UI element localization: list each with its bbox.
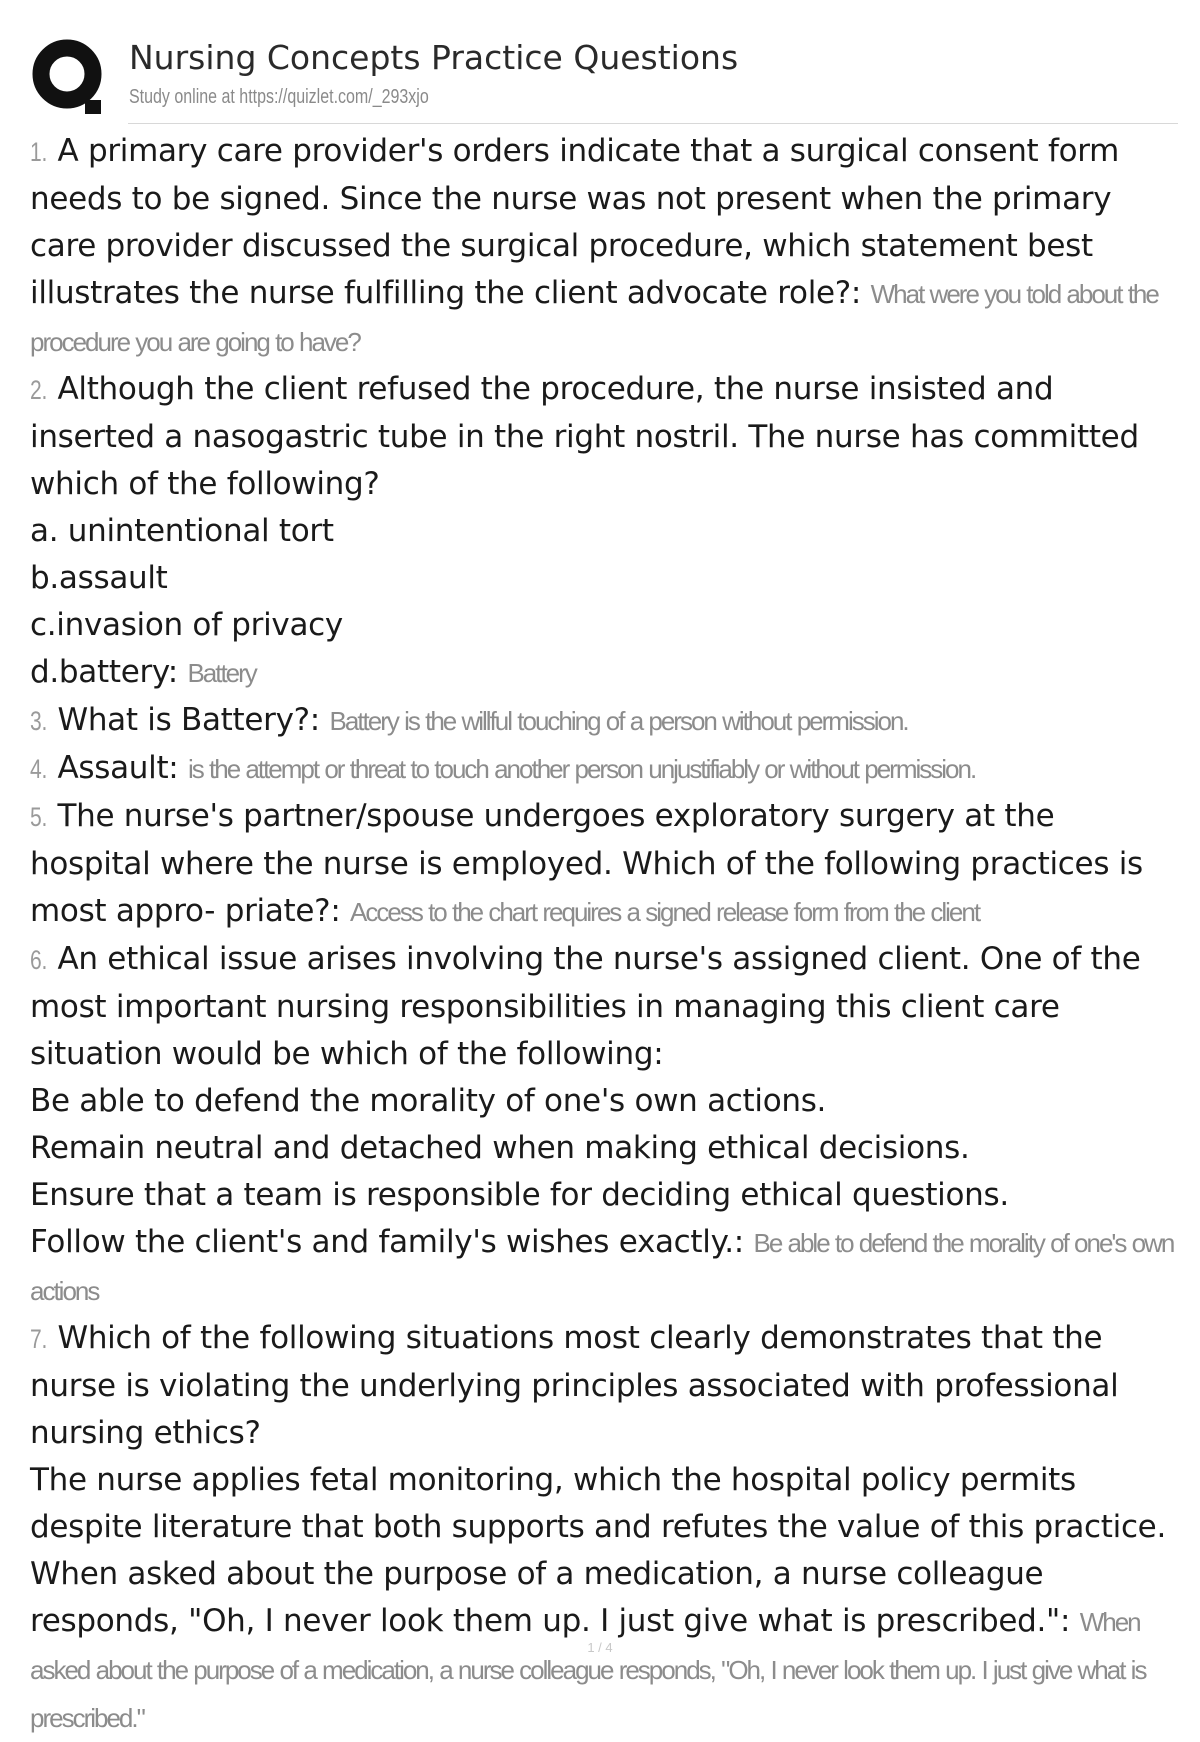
quizlet-q-logo-icon: [30, 36, 112, 118]
page-number: 1 / 4: [587, 1640, 613, 1655]
answer-option: The nurse applies fetal monitoring, which the hospital policy permits despite literature that both supports and refutes the value of this practice.: [30, 1462, 1167, 1545]
question-number: 2.: [30, 375, 48, 405]
question-answer: Access to the chart requires a signed release form from the client: [350, 897, 980, 927]
question-answer: Battery is the willful touching of a person without permission.: [329, 706, 908, 736]
answer-option: Ensure that a team is responsible for deciding ethical questions.: [30, 1177, 1009, 1213]
question-1: [30, 128, 1180, 366]
question-2: [30, 366, 1180, 697]
option-text: d.battery:: [30, 654, 178, 690]
question-number: 6.: [30, 945, 48, 975]
question-4: [30, 745, 1180, 793]
question-prompt: Assault:: [57, 750, 179, 786]
question-number: 4.: [30, 754, 48, 784]
answer-option: Be able to defend the morality of one's own actions.: [30, 1083, 827, 1119]
question-prompt: What is Battery?:: [57, 702, 320, 738]
answer-option: b.assault: [30, 560, 168, 596]
question-prompt-line: [30, 128, 1180, 366]
option-text: When asked about the purpose of a medication, a nurse colleague responds, "Oh, I never look them up. I just give what is prescribed.":: [30, 1556, 1071, 1639]
answer-option-last: [30, 649, 1180, 697]
question-prompt-line: [30, 366, 1180, 508]
question-answer: is the attempt or threat to touch another person unjustifiably or without permission.: [188, 754, 976, 784]
question-3: [30, 697, 1180, 745]
question-prompt-line: [30, 936, 1180, 1078]
study-online-link[interactable]: Study online at https://quizlet.com/_293xjo: [129, 86, 429, 108]
question-prompt-line: [30, 745, 1180, 793]
question-5: [30, 793, 1180, 936]
question-prompt: An ethical issue arises involving the nurse's assigned client. One of the most important nursing responsibilities in managing this client care situation would be which of the following:: [30, 941, 1141, 1072]
question-prompt-line: [30, 697, 1180, 745]
question-number: 5.: [30, 802, 48, 832]
question-answer: Be able to defend the morality of one's own actions: [30, 1228, 1174, 1306]
answer-option-last: [30, 1219, 1180, 1315]
question-7: [30, 1315, 1180, 1742]
header-divider: [128, 123, 1178, 124]
question-prompt: Although the client refused the procedure, the nurse insisted and inserted a nasogastric tube in the right nostril. The nurse has committed which of the following?: [30, 371, 1139, 502]
answer-option: Remain neutral and detached when making ethical decisions.: [30, 1130, 970, 1166]
question-number: 3.: [30, 706, 48, 736]
question-prompt: Which of the following situations most clearly demonstrates that the nurse is violating the underlying principles associated with professional nursing ethics?: [30, 1320, 1119, 1451]
question-6: [30, 936, 1180, 1315]
option-text: Follow the client's and family's wishes exactly.:: [30, 1224, 744, 1260]
question-number: 7.: [30, 1324, 48, 1354]
question-prompt-line: [30, 1315, 1180, 1457]
question-answer: What were you told about the procedure you are going to have?: [30, 279, 1158, 357]
question-answer: Battery: [187, 658, 256, 688]
document-header: [30, 34, 1180, 124]
question-prompt: A primary care provider's orders indicate that a surgical consent form needs to be signed. Since the nurse was not present when the primary care provider discussed the surgical procedure, which statement best illustrates the nurse fulfilling the client advocate role?:: [30, 133, 1120, 311]
question-number: 1.: [30, 137, 48, 167]
question-prompt-line: [30, 793, 1180, 936]
answer-option: a. unintentional tort: [30, 513, 334, 549]
document-title: Nursing Concepts Practice Questions: [129, 38, 739, 77]
questions-list: [30, 128, 1180, 1742]
question-answer: When asked about the purpose of a medication, a nurse colleague responds, "Oh, I never look them up. I just give what is prescribed.": [30, 1607, 1146, 1733]
question-prompt: The nurse's partner/spouse undergoes exploratory surgery at the hospital where the nurse is employed. Which of the following practices is most appro- priate?:: [30, 798, 1143, 929]
answer-option: c.invasion of privacy: [30, 607, 343, 643]
